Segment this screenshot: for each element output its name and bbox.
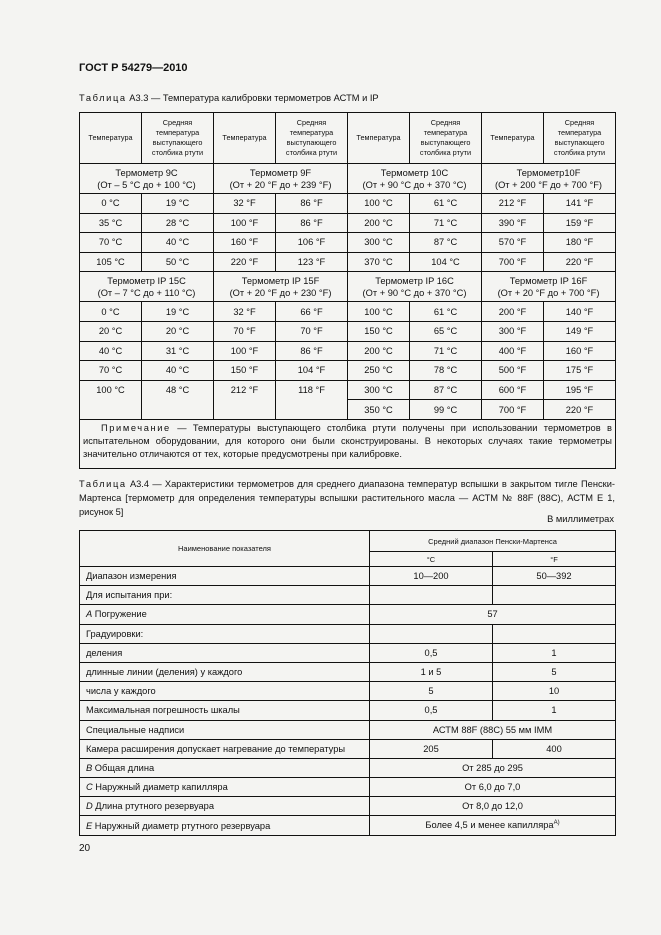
cell: 10 — [493, 682, 616, 701]
cell: 48 °С — [142, 380, 214, 419]
cell: 40 °С — [142, 233, 214, 253]
cell: 70 °С — [80, 233, 142, 253]
table-a33-caption — [79, 91, 379, 105]
group-cell — [348, 164, 482, 194]
cell: 200 °С — [348, 341, 410, 361]
cell: От 8,0 до 12,0 — [370, 797, 616, 816]
cell: 1 и 5 — [370, 662, 493, 681]
row-label: деления — [80, 643, 370, 662]
group-name: Термометр 10С — [380, 167, 449, 178]
group-name: Термометр IP 16С — [375, 275, 454, 286]
header-cell: Температура — [214, 113, 276, 164]
units-note: В миллиметрах — [547, 514, 614, 524]
group-range: (От + 90 °С до + 370 °С) — [362, 179, 467, 190]
table-row — [80, 380, 616, 400]
table-row — [80, 321, 616, 341]
cell: 66 °F — [276, 302, 348, 322]
cell: От 6,0 до 7,0 — [370, 778, 616, 797]
group-name: Термометр 9F — [249, 167, 312, 178]
table-a33 — [79, 112, 616, 469]
cell: 70 °F — [276, 321, 348, 341]
cell: 86 °F — [276, 341, 348, 361]
row-label-text: Наружный диаметр ртутного резервуара — [92, 820, 271, 831]
group-name: Термометр IP 15С — [107, 275, 186, 286]
group-name: Термометр IP 15F — [241, 275, 320, 286]
group-cell — [482, 272, 616, 302]
group-name: Термометр 9С — [115, 167, 178, 178]
cell: 141 °F — [544, 194, 616, 214]
header-cell: Средняя температура выступающего столбика ртути — [410, 113, 482, 164]
cell: 200 °F — [482, 302, 544, 322]
row-label: числа у каждого — [80, 682, 370, 701]
table-row — [80, 701, 616, 720]
cell: 195 °F — [544, 380, 616, 400]
group-cell — [80, 164, 214, 194]
cell: 104 °С — [410, 252, 482, 272]
thermometer-group-row — [80, 272, 616, 302]
row-label: Градуировки: — [80, 624, 370, 643]
group-name: Термометр10F — [516, 167, 581, 178]
table-row — [80, 816, 616, 835]
cell: 100 °F — [214, 213, 276, 233]
group-range: (От – 5 °С до + 100 °С) — [97, 179, 196, 190]
group-name: Термометр IP 16F — [509, 275, 588, 286]
cell-text: Более 4,5 и менее капилляра — [425, 820, 554, 831]
cell: 370 °С — [348, 252, 410, 272]
thermometer-group-row — [80, 164, 616, 194]
cell: 0,5 — [370, 701, 493, 720]
cell: 0 °С — [80, 302, 142, 322]
row-label: Максимальная погрешность шкалы — [80, 701, 370, 720]
cell: 19 °С — [142, 302, 214, 322]
cell: 400 °F — [482, 341, 544, 361]
row-label: Специальные надписи — [80, 720, 370, 739]
group-cell — [214, 164, 348, 194]
table-row — [80, 567, 616, 586]
table-a34-caption — [79, 477, 615, 519]
note-text: — Температуры выступающего столбика ртути получены при использовании термометров в испытательном оборудовании, для которого они были сконструированы. В некоторых случаях такие термометры значительно отличаются от тех, которые предусмотрены при калибровке. — [83, 422, 612, 459]
row-label — [80, 797, 370, 816]
header-cell: °С — [370, 552, 493, 567]
table-row — [80, 586, 616, 605]
row-label: Для испытания при: — [80, 586, 370, 605]
cell: 106 °F — [276, 233, 348, 253]
row-label: Диапазон измерения — [80, 567, 370, 586]
cell: 118 °F — [276, 380, 348, 419]
group-cell — [482, 164, 616, 194]
cell: 200 °С — [348, 213, 410, 233]
cell: 87 °С — [410, 380, 482, 400]
header-cell: Наименование показателя — [80, 531, 370, 567]
cell: 180 °F — [544, 233, 616, 253]
footnote-ref: А) — [553, 820, 560, 827]
cell — [370, 586, 493, 605]
cell: 20 °С — [80, 321, 142, 341]
cell: 5 — [370, 682, 493, 701]
note-cell — [80, 419, 616, 468]
cell: 99 °С — [410, 400, 482, 420]
table-row — [80, 643, 616, 662]
cell: 31 °С — [142, 341, 214, 361]
cell: 105 °С — [80, 252, 142, 272]
cell: 104 °F — [276, 361, 348, 381]
cell: 50 °С — [142, 252, 214, 272]
cell: 149 °F — [544, 321, 616, 341]
cell: 50—392 — [493, 567, 616, 586]
header-cell: Средняя температура выступающего столбика ртути — [544, 113, 616, 164]
table-row — [80, 662, 616, 681]
row-label: длинные линии (деления) у каждого — [80, 662, 370, 681]
cell: 159 °F — [544, 213, 616, 233]
cell: 70 °F — [214, 321, 276, 341]
group-cell — [80, 272, 214, 302]
page-number: 20 — [79, 843, 91, 854]
group-range: (От + 20 °F до + 239 °F) — [229, 179, 332, 190]
header-cell: Температура — [80, 113, 142, 164]
row-letter: В — [86, 762, 93, 773]
cell: 20 °С — [142, 321, 214, 341]
group-range: (От + 90 °С до + 370 °С) — [362, 287, 467, 298]
cell — [370, 816, 616, 835]
cell: 570 °F — [482, 233, 544, 253]
cell: 250 °С — [348, 361, 410, 381]
row-label — [80, 778, 370, 797]
table-header-row — [80, 531, 616, 552]
group-cell — [214, 272, 348, 302]
cell: 700 °F — [482, 252, 544, 272]
table-row — [80, 233, 616, 253]
cell: 100 °С — [348, 194, 410, 214]
cell: 71 °С — [410, 213, 482, 233]
header-cell: °F — [493, 552, 616, 567]
row-label-text: Общая длина — [92, 762, 155, 773]
cell: 212 °F — [482, 194, 544, 214]
note-label: Примечание — [101, 422, 171, 433]
cell: 5 — [493, 662, 616, 681]
table-row — [80, 797, 616, 816]
header-cell: Температура — [348, 113, 410, 164]
group-range: (От + 20 °F до + 700 °F) — [497, 287, 600, 298]
cell — [370, 624, 493, 643]
row-label-text: Погружение — [92, 609, 147, 620]
header-cell: Средняя температура выступающего столбика ртути — [276, 113, 348, 164]
cell: 61 °С — [410, 194, 482, 214]
group-cell — [348, 272, 482, 302]
cell: 100 °С — [348, 302, 410, 322]
cell: 300 °С — [348, 233, 410, 253]
row-letter: С — [86, 782, 93, 793]
cell: 78 °С — [410, 361, 482, 381]
table-row — [80, 302, 616, 322]
cell: 0 °С — [80, 194, 142, 214]
cell: 35 °С — [80, 213, 142, 233]
header-cell: Температура — [482, 113, 544, 164]
caption-label: Таблица — [79, 479, 127, 489]
cell: 175 °F — [544, 361, 616, 381]
cell: 32 °F — [214, 194, 276, 214]
cell: АСТМ 88F (88С) 55 мм IMM — [370, 720, 616, 739]
row-label — [80, 816, 370, 835]
cell: 70 °С — [80, 361, 142, 381]
row-letter: Е — [86, 820, 93, 831]
table-row — [80, 252, 616, 272]
header-cell: Средний диапазон Пенски-Мартенса — [370, 531, 616, 552]
cell: 40 °С — [142, 361, 214, 381]
document-title: ГОСТ Р 54279—2010 — [79, 62, 188, 74]
cell: 32 °F — [214, 302, 276, 322]
row-label-text: Наружный диаметр капилляра — [92, 782, 228, 793]
note-row — [80, 419, 616, 468]
cell: 10—200 — [370, 567, 493, 586]
cell: 123 °F — [276, 252, 348, 272]
table-row — [80, 605, 616, 624]
table-row — [80, 720, 616, 739]
table-row — [80, 682, 616, 701]
group-range: (От – 7 °С до + 110 °С) — [97, 287, 196, 298]
cell: 1 — [493, 701, 616, 720]
table-header-row — [80, 113, 616, 164]
table-row — [80, 624, 616, 643]
cell: 220 °F — [214, 252, 276, 272]
cell: 390 °F — [482, 213, 544, 233]
cell: 160 °F — [544, 341, 616, 361]
group-range: (От + 20 °F до + 230 °F) — [229, 287, 332, 298]
cell: 65 °С — [410, 321, 482, 341]
group-range: (От + 200 °F до + 700 °F) — [494, 179, 603, 190]
row-label — [80, 605, 370, 624]
table-row — [80, 361, 616, 381]
cell: 100 °F — [214, 341, 276, 361]
cell: 350 °С — [348, 400, 410, 420]
cell: 71 °С — [410, 341, 482, 361]
table-a34 — [79, 530, 616, 836]
row-label: Камера расширения допускает нагревание до температуры — [80, 739, 370, 758]
cell — [493, 624, 616, 643]
table-row — [80, 213, 616, 233]
cell: 700 °F — [482, 400, 544, 420]
table-row — [80, 194, 616, 214]
cell: 19 °С — [142, 194, 214, 214]
cell: 205 — [370, 739, 493, 758]
cell — [493, 586, 616, 605]
cell: 220 °F — [544, 400, 616, 420]
table-row — [80, 739, 616, 758]
cell: 300 °F — [482, 321, 544, 341]
table-row — [80, 341, 616, 361]
cell: 150 °С — [348, 321, 410, 341]
row-label-text: Длина ртутного резервуара — [92, 801, 215, 812]
cell: 61 °С — [410, 302, 482, 322]
cell: 400 — [493, 739, 616, 758]
cell: 500 °F — [482, 361, 544, 381]
header-cell: Средняя температура выступающего столбика ртути — [142, 113, 214, 164]
cell: 220 °F — [544, 252, 616, 272]
cell: 160 °F — [214, 233, 276, 253]
cell: 140 °F — [544, 302, 616, 322]
cell: 600 °F — [482, 380, 544, 400]
cell: 28 °С — [142, 213, 214, 233]
caption-text: А3.4 — Характеристики термометров для среднего диапазона температур вспышки в закрытом тигле Пенски-Мартенса [термометр для определения температуры вспышки растительного масла — АСТМ № 88F (88С), АСТМ Е 1, рисунок 5] — [79, 479, 615, 517]
cell: 0,5 — [370, 643, 493, 662]
cell: 100 °С — [80, 380, 142, 419]
table-row — [80, 758, 616, 777]
cell: 86 °F — [276, 194, 348, 214]
caption-text: А3.3 — Температура калибровки термометров АСТМ и IP — [129, 93, 379, 103]
cell: 57 — [370, 605, 616, 624]
cell: 1 — [493, 643, 616, 662]
cell: 87 °С — [410, 233, 482, 253]
cell: 40 °С — [80, 341, 142, 361]
cell: 150 °F — [214, 361, 276, 381]
cell: 212 °F — [214, 380, 276, 419]
row-letter: D — [86, 801, 93, 812]
caption-label: Таблица — [79, 93, 127, 103]
cell: От 285 до 295 — [370, 758, 616, 777]
row-label — [80, 758, 370, 777]
table-row — [80, 778, 616, 797]
row-letter: А — [86, 609, 93, 620]
cell: 300 °С — [348, 380, 410, 400]
cell: 86 °F — [276, 213, 348, 233]
